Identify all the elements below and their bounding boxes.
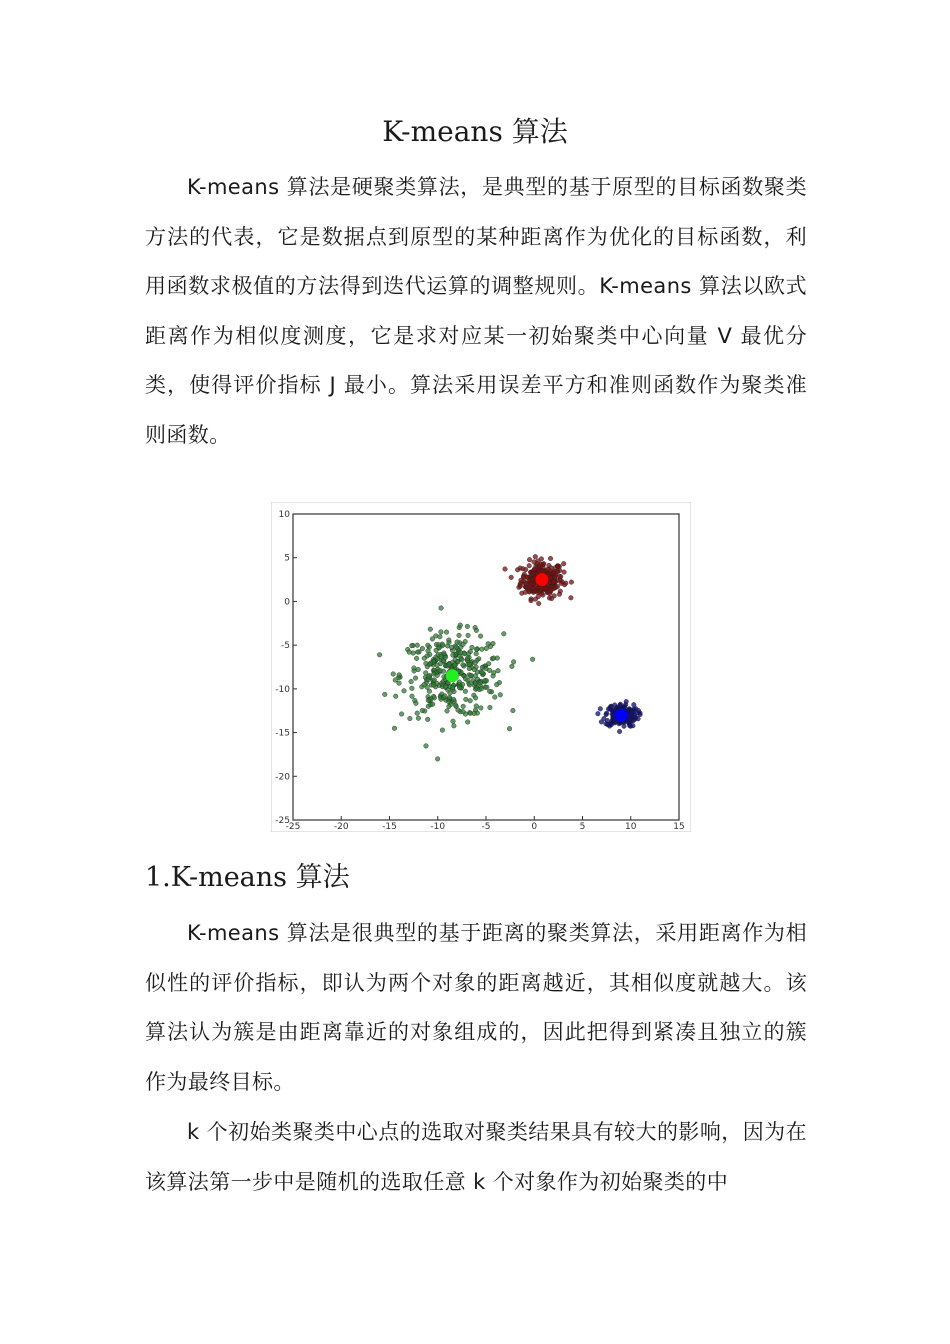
data-point [435, 657, 440, 662]
data-point [511, 660, 516, 665]
data-point [416, 716, 421, 721]
x-tick-label: -20 [333, 822, 349, 832]
data-point [532, 567, 537, 572]
data-point [451, 719, 456, 724]
data-point [440, 642, 445, 647]
y-tick-label: 0 [284, 597, 290, 608]
y-tick-label: -5 [281, 641, 290, 652]
data-point [564, 581, 569, 586]
data-point [447, 704, 452, 709]
data-point [474, 647, 479, 652]
data-point [412, 666, 417, 671]
data-point [548, 556, 553, 561]
data-point [457, 685, 462, 690]
data-point [465, 720, 470, 725]
data-point [484, 646, 489, 651]
data-point [402, 689, 407, 694]
data-point [531, 577, 536, 582]
data-point [509, 575, 514, 580]
data-point [557, 574, 562, 579]
data-point [458, 623, 463, 628]
data-point [569, 596, 574, 601]
data-point [451, 697, 456, 702]
y-tick-label: 10 [278, 510, 290, 520]
data-point [478, 634, 483, 639]
data-point [458, 650, 463, 655]
data-point [399, 712, 404, 717]
data-point [444, 630, 449, 635]
data-point [521, 567, 526, 572]
data-point [559, 581, 564, 586]
data-point [409, 679, 414, 684]
data-point [443, 694, 448, 699]
data-point [519, 581, 524, 586]
data-point [479, 706, 484, 711]
data-point [456, 708, 461, 713]
x-tick-label: 5 [579, 822, 586, 832]
data-point [383, 692, 388, 697]
data-point [423, 671, 428, 676]
data-point [415, 650, 420, 655]
data-point [503, 567, 508, 572]
data-point [491, 656, 496, 661]
data-point [536, 601, 541, 606]
section1-paragraph-1: K-means 算法是很典型的基于距离的聚类算法，采用距离作为相似性的评价指标，即认为两个对象的距离越近，其相似度就越大。该算法认为簇是由距离靠近的对象组成的，因此把得到紧凑且独立的簇作为最终目标。 [145, 921, 807, 1094]
data-point [498, 693, 503, 698]
data-point [511, 708, 516, 713]
data-point [431, 683, 436, 688]
x-tick-label: -10 [430, 822, 446, 832]
x-tick-label: 15 [673, 822, 685, 832]
cluster-centroid [446, 670, 458, 682]
data-point [415, 711, 420, 716]
data-point [439, 630, 444, 635]
data-point [393, 694, 398, 699]
data-point [465, 656, 470, 661]
data-point [422, 682, 427, 687]
data-point [410, 643, 415, 648]
data-point [470, 645, 475, 650]
y-tick-label: -15 [275, 728, 290, 739]
data-point [604, 711, 609, 716]
data-point [463, 639, 468, 644]
intro-paragraph: K-means 算法是硬聚类算法，是典型的基于原型的目标函数聚类方法的代表，它是数据点到原型的某种距离作为优化的目标函数，利用函数求极值的方法得到迭代运算的调整规则。K-means 算法以欧式距离作为相似度测度，它是求对应某一初始聚类中心向量 V 最优分类，使得评价指标 J 最小。算法采用误差平方和准则函数作为聚类准则函数。 [145, 175, 807, 447]
data-point [474, 628, 479, 633]
data-point [435, 673, 440, 678]
y-tick-label: -25 [275, 816, 290, 826]
data-point [439, 606, 444, 611]
data-point [473, 681, 478, 686]
y-tick-label: -10 [275, 684, 290, 695]
data-point [561, 561, 566, 566]
data-point [622, 704, 627, 709]
data-point [377, 653, 382, 658]
data-point [525, 575, 530, 580]
data-point [443, 655, 448, 660]
data-point [445, 709, 450, 714]
data-point [425, 717, 430, 722]
data-point [466, 633, 471, 638]
data-point [440, 728, 445, 733]
data-point [397, 681, 402, 686]
data-point [609, 704, 614, 709]
data-point [416, 667, 421, 672]
data-point [638, 711, 643, 716]
data-point [426, 643, 431, 648]
data-point [464, 697, 469, 702]
data-point [430, 637, 435, 642]
data-point [479, 687, 484, 692]
x-tick-label: 0 [531, 822, 538, 832]
data-point [454, 645, 459, 650]
data-point [487, 689, 492, 694]
data-point [426, 649, 431, 654]
data-point [408, 716, 413, 721]
x-tick-label: 10 [625, 822, 637, 832]
data-point [451, 653, 456, 658]
data-point [457, 633, 462, 638]
data-point [447, 638, 452, 643]
data-point [420, 708, 425, 713]
data-point [438, 634, 443, 639]
section-heading: 1.K-means 算法 [145, 862, 350, 893]
data-point [491, 670, 496, 675]
data-point [483, 678, 488, 683]
data-point [599, 720, 604, 725]
data-point [529, 598, 534, 603]
data-point [414, 701, 419, 706]
data-point [488, 644, 493, 649]
data-point [469, 673, 474, 678]
data-point [430, 702, 435, 707]
data-point [569, 580, 574, 585]
kmeans-scatter-figure [271, 502, 691, 832]
data-point [536, 590, 541, 595]
data-point [393, 678, 398, 683]
data-point [475, 670, 480, 675]
data-point [634, 706, 639, 711]
data-point [494, 682, 499, 687]
data-point [473, 660, 478, 665]
data-point [452, 663, 457, 668]
data-point [478, 681, 483, 686]
data-point [474, 651, 479, 656]
data-point [392, 726, 397, 731]
data-point [549, 588, 554, 593]
data-point [530, 586, 535, 591]
data-point [562, 570, 567, 575]
data-point [428, 627, 433, 632]
data-point [461, 663, 466, 668]
data-point [510, 664, 515, 669]
data-point [427, 675, 432, 680]
data-point [449, 645, 454, 650]
data-point [557, 568, 562, 573]
data-point [533, 554, 538, 559]
data-point [524, 582, 529, 587]
data-point [557, 592, 562, 597]
data-point [527, 557, 532, 562]
data-point [465, 624, 470, 629]
data-point [617, 729, 622, 734]
cluster-centroid [615, 709, 627, 721]
cluster-centroid [536, 574, 548, 586]
data-point [463, 651, 468, 656]
data-point [527, 563, 532, 568]
data-point [480, 647, 485, 652]
data-point [541, 569, 546, 574]
data-point [596, 711, 601, 716]
data-point [453, 703, 458, 708]
data-point [450, 685, 455, 690]
data-point [496, 668, 501, 673]
data-point [480, 670, 485, 675]
data-point [633, 717, 638, 722]
data-point [533, 597, 538, 602]
data-point [631, 723, 636, 728]
data-point [551, 571, 556, 576]
data-point [543, 586, 548, 591]
y-tick-label: -20 [275, 772, 290, 783]
data-point [415, 643, 420, 648]
data-point [461, 709, 466, 714]
data-point [452, 724, 457, 729]
data-point [466, 678, 471, 683]
x-tick-label: -15 [382, 822, 397, 832]
data-point [414, 656, 419, 661]
data-point [447, 662, 452, 667]
data-point [457, 680, 462, 685]
data-point [549, 596, 554, 601]
data-point [435, 663, 440, 668]
data-point [610, 708, 615, 713]
data-point [493, 695, 498, 700]
scatter-plot [271, 502, 691, 832]
data-point [529, 581, 534, 586]
data-point [432, 678, 437, 683]
data-point [413, 676, 418, 681]
x-tick-label: -5 [481, 822, 491, 832]
data-point [622, 724, 627, 729]
y-tick-label: 5 [284, 553, 290, 564]
data-point [422, 656, 427, 661]
data-point [530, 657, 535, 662]
data-point [515, 568, 520, 573]
data-point [397, 673, 402, 678]
data-point [502, 632, 507, 637]
data-point [468, 711, 473, 716]
data-point [487, 668, 492, 673]
data-point [446, 688, 451, 693]
data-point [447, 695, 452, 700]
data-point [442, 675, 447, 680]
data-point [410, 694, 415, 699]
data-point [407, 650, 412, 655]
data-point [435, 757, 440, 762]
data-point [426, 698, 431, 703]
data-point [410, 686, 415, 691]
x-tick-label: -25 [285, 822, 301, 832]
data-point [474, 704, 479, 709]
data-point [538, 563, 543, 568]
data-point [555, 564, 560, 569]
section1-paragraph-2: k 个初始类聚类中心点的选取对聚类结果具有较大的影响，因为在该算法第一步中是随机的选取任意 k 个对象作为初始聚类的中 [145, 1120, 807, 1194]
document-title: K-means 算法 [382, 115, 568, 148]
data-point [461, 704, 466, 709]
data-point [467, 666, 472, 671]
data-point [624, 699, 629, 704]
data-point [473, 696, 478, 701]
data-point [485, 685, 490, 690]
data-point [607, 724, 612, 729]
data-point [488, 705, 493, 710]
data-point [551, 579, 556, 584]
data-point [437, 646, 442, 651]
data-point [455, 640, 460, 645]
data-point [598, 707, 603, 712]
data-point [463, 689, 468, 694]
data-point [391, 672, 396, 677]
data-point [507, 726, 512, 731]
data-point [468, 698, 473, 703]
data-point [424, 744, 429, 749]
data-point [428, 661, 433, 666]
data-point [539, 557, 544, 562]
